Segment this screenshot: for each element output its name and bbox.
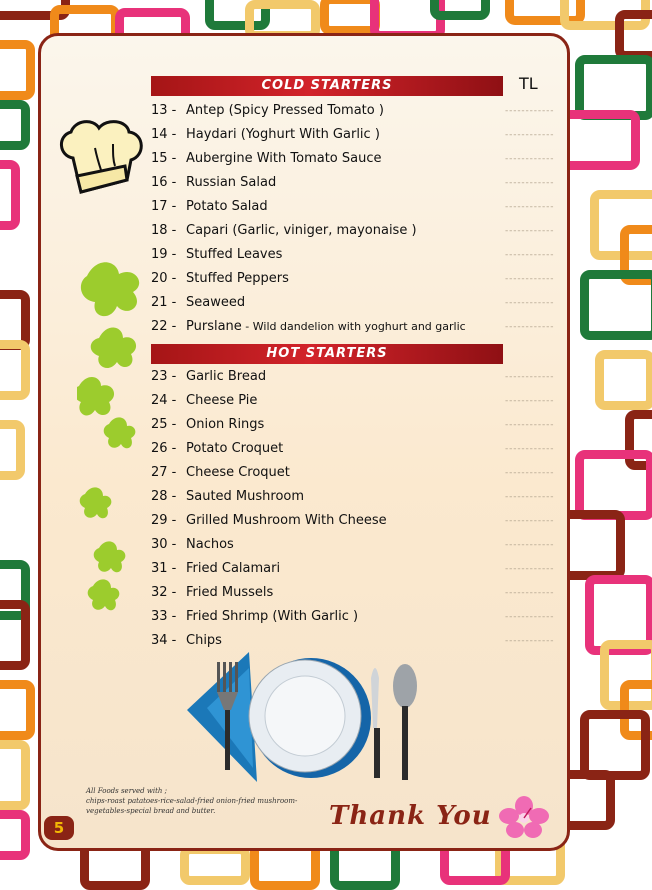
price-placeholder: - - - - - - - - - - - - <box>505 564 553 574</box>
item-name: Nachos <box>186 537 234 552</box>
knife-icon <box>371 668 380 778</box>
item-number: 24 - <box>151 393 177 408</box>
item-name: Cheese Pie <box>186 393 258 408</box>
item-number: 18 - <box>151 223 177 238</box>
menu-item <box>151 268 531 290</box>
menu-item <box>151 292 531 314</box>
item-name: Chips <box>186 633 222 648</box>
served-with-note <box>86 786 326 816</box>
price-placeholder: - - - - - - - - - - - - <box>505 226 553 236</box>
item-number: 22 - <box>151 319 177 334</box>
item-number: 16 - <box>151 175 177 190</box>
price-placeholder: - - - - - - - - - - - - <box>505 130 553 140</box>
item-description: - Wild dandelion with yoghurt and garlic <box>241 320 466 333</box>
price-placeholder: - - - - - - - - - - - - <box>505 492 553 502</box>
item-name: Potato Salad <box>186 199 268 214</box>
decorative-square <box>0 680 35 740</box>
item-number: 25 - <box>151 417 177 432</box>
price-placeholder: - - - - - - - - - - - - <box>505 274 553 284</box>
item-number: 31 - <box>151 561 177 576</box>
item-name: Capari (Garlic, viniger, mayonaise ) <box>186 223 417 238</box>
price-placeholder: - - - - - - - - - - - - <box>505 444 553 454</box>
note-line-1: All Foods served with ; <box>86 787 167 795</box>
price-placeholder: - - - - - - - - - - - - <box>505 154 553 164</box>
item-number: 21 - <box>151 295 177 310</box>
item-name: Fried Shrimp (With Garlic ) <box>186 609 359 624</box>
price-placeholder: - - - - - - - - - - - - <box>505 298 553 308</box>
menu-item <box>151 316 531 338</box>
item-number: 19 - <box>151 247 177 262</box>
item-name: Fried Calamari <box>186 561 281 576</box>
decorative-square <box>0 420 25 480</box>
note-line-2: chips-roast patatoes-rice-salad-fried onion-fried mushroom- <box>86 797 298 805</box>
spoon-icon <box>393 664 417 780</box>
decorative-square <box>430 0 490 20</box>
item-number: 27 - <box>151 465 177 480</box>
decorative-square <box>0 40 35 100</box>
item-number: 28 - <box>151 489 177 504</box>
item-name: Potato Croquet <box>186 441 284 456</box>
menu-item <box>151 124 531 146</box>
item-name: Purslane <box>186 319 242 334</box>
price-placeholder: - - - - - - - - - - - - <box>505 588 553 598</box>
menu-item <box>151 438 531 460</box>
price-placeholder: - - - - - - - - - - - - <box>505 540 553 550</box>
item-name: Cheese Croquet <box>186 465 290 480</box>
item-number: 17 - <box>151 199 177 214</box>
decorative-square <box>560 110 640 170</box>
decorative-square <box>0 810 30 860</box>
price-placeholder: - - - - - - - - - - - - <box>505 468 553 478</box>
menu-item <box>151 462 531 484</box>
leaves-decoration-icon <box>77 256 147 616</box>
item-name: Onion Rings <box>186 417 265 432</box>
cold-starters-banner: COLD STARTERS <box>151 76 503 96</box>
price-placeholder: - - - - - - - - - - - - <box>505 322 553 332</box>
menu-item <box>151 390 531 412</box>
hot-starters-banner: HOT STARTERS <box>151 344 503 364</box>
decorative-square <box>0 740 30 810</box>
menu-item <box>151 100 531 122</box>
item-name: Stuffed Leaves <box>186 247 283 262</box>
price-placeholder: - - - - - - - - - - - - <box>505 106 553 116</box>
menu-item <box>151 558 531 580</box>
item-name: Seaweed <box>186 295 246 310</box>
item-name: Fried Mussels <box>186 585 274 600</box>
menu-item <box>151 148 531 170</box>
thank-you-text: Thank You <box>329 801 492 831</box>
price-placeholder: - - - - - - - - - - - - <box>505 396 553 406</box>
item-number: 29 - <box>151 513 177 528</box>
price-placeholder: - - - - - - - - - - - - <box>505 420 553 430</box>
decorative-square <box>0 600 30 670</box>
item-name: Sauted Mushroom <box>186 489 305 504</box>
price-placeholder: - - - - - - - - - - - - <box>505 636 553 646</box>
item-name: Antep (Spicy Pressed Tomato ) <box>186 103 384 118</box>
menu-item <box>151 414 531 436</box>
page-number-badge: 5 <box>44 816 74 840</box>
item-number: 23 - <box>151 369 177 384</box>
menu-item <box>151 606 531 628</box>
item-number: 15 - <box>151 151 177 166</box>
item-number: 30 - <box>151 537 177 552</box>
item-name: Grilled Mushroom With Cheese <box>186 513 387 528</box>
menu-item <box>151 172 531 194</box>
decorative-square <box>0 340 30 400</box>
item-number: 20 - <box>151 271 177 286</box>
menu-item <box>151 582 531 604</box>
menu-item <box>151 366 531 388</box>
decorative-square <box>615 10 652 60</box>
item-number: 33 - <box>151 609 177 624</box>
menu-item <box>151 244 531 266</box>
decorative-square <box>595 350 652 410</box>
menu-item <box>151 196 531 218</box>
item-name: Stuffed Peppers <box>186 271 289 286</box>
price-placeholder: - - - - - - - - - - - - <box>505 202 553 212</box>
item-name: Aubergine With Tomato Sauce <box>186 151 382 166</box>
item-name: Russian Salad <box>186 175 277 190</box>
price-placeholder: - - - - - - - - - - - - <box>505 250 553 260</box>
price-placeholder: - - - - - - - - - - - - <box>505 612 553 622</box>
item-number: 13 - <box>151 103 177 118</box>
chef-hat-icon <box>55 118 147 198</box>
item-number: 34 - <box>151 633 177 648</box>
item-name: Garlic Bread <box>186 369 267 384</box>
decorative-square <box>0 100 30 150</box>
menu-item <box>151 486 531 508</box>
currency-header: TL <box>519 74 538 93</box>
price-placeholder: - - - - - - - - - - - - <box>505 516 553 526</box>
menu-page <box>38 33 570 851</box>
table-setting-icon <box>187 648 427 788</box>
decorative-square <box>580 270 652 340</box>
price-placeholder: - - - - - - - - - - - - <box>505 178 553 188</box>
menu-item <box>151 220 531 242</box>
price-placeholder: - - - - - - - - - - - - <box>505 372 553 382</box>
note-line-3: vegetables-special bread and butter. <box>86 807 216 815</box>
decorative-square <box>180 845 250 885</box>
menu-item <box>151 510 531 532</box>
menu-item <box>151 534 531 556</box>
item-number: 14 - <box>151 127 177 142</box>
item-number: 26 - <box>151 441 177 456</box>
item-name: Haydari (Yoghurt With Garlic ) <box>186 127 380 142</box>
item-number: 32 - <box>151 585 177 600</box>
flower-icon <box>497 796 551 840</box>
decorative-square <box>0 160 20 230</box>
